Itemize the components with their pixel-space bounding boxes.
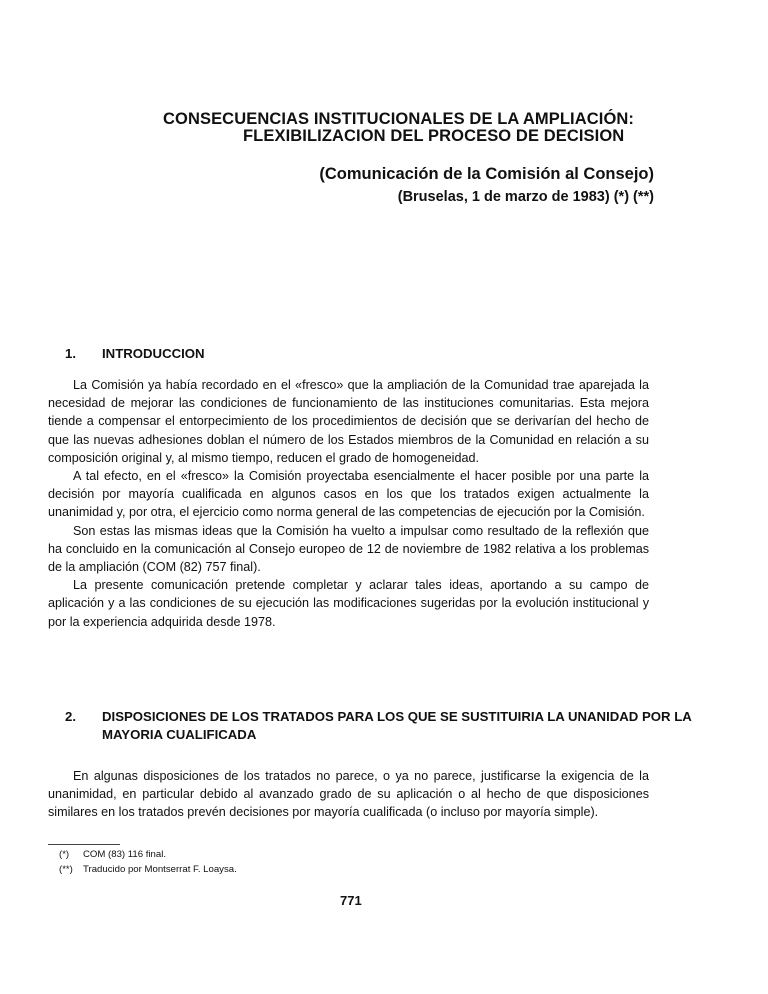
- section-1-title: INTRODUCCION: [102, 346, 205, 361]
- section-2-number: 2.: [65, 709, 76, 724]
- footnote-text: Traducido por Montserrat F. Loaysa.: [83, 863, 237, 875]
- title-line-2: FLEXIBILIZACION DEL PROCESO DE DECISION: [243, 127, 625, 145]
- section-2-title: DISPOSICIONES DE LOS TRATADOS PARA LOS QUE SE SUSTITUIRIA LA UNANIDAD POR LA MAYORIA CUALIFICADA: [102, 709, 692, 742]
- footnote-mark: (**): [59, 863, 73, 875]
- page-number: 771: [340, 893, 362, 908]
- subtitle-line-2: (Bruselas, 1 de marzo de 1983) (*) (**): [397, 189, 654, 205]
- footnote-mark: (*): [59, 849, 70, 860]
- footnotes: [59, 848, 237, 877]
- section-1-paragraph: La Comisión ya había recordado en el «fresco» que la ampliación de la Comunidad trae aparejada la necesidad de mejorar las condiciones de funcionamiento de las instituciones comunitarias. Esta mejora tiende a compensar el entorpecimiento de los procedimientos de decisión que se derivarían del hecho de que las nuevas adhesiones doblan el número de los Estados miembros de la Comunidad en relación a su composición original y, al mismo tiempo, reducen el grado de homogeneidad.: [48, 378, 649, 465]
- section-1-number: 1.: [65, 346, 76, 361]
- section-2-heading: [65, 708, 715, 744]
- section-1-paragraph: Son estas las mismas ideas que la Comisión ha vuelto a impulsar como resultado de la reflexión que ha concluido en la comunicación al Consejo europeo de 12 de noviembre de 1982 relativa a los problemas de la ampliación (COM (82) 757 final).: [48, 523, 649, 575]
- section-1-paragraph: A tal efecto, en el «fresco» la Comisión proyectaba esencialmente el hacer posible por una parte la decisión por mayoría cualificada en algunos casos en los que los tratados exigen actualmente la unanimidad y, por otra, el ejercicio como norma general de las competencias de ejecución por la Comisión.: [48, 469, 649, 520]
- footnote-divider: [48, 844, 120, 845]
- footnote: [59, 863, 237, 878]
- footnote: [59, 848, 237, 863]
- section-1-paragraph: La presente comunicación pretende completar y aclarar tales ideas, aportando a su campo de aplicación y a las condiciones de su ejecución las modificaciones sugeridas por la evolución institucional y por la experiencia adquirida desde 1978.: [48, 578, 649, 629]
- section-2-body: [48, 767, 649, 822]
- footnote-text: COM (83) 116 final.: [83, 849, 166, 860]
- subtitle-line-1: (Comunicación de la Comisión al Consejo): [319, 165, 654, 183]
- section-2-paragraph: En algunas disposiciones de los tratados no parece, o ya no parece, justificarse la exigencia de la unanimidad, en particular debido al avanzado grado de su aplicación o al hecho de que disposiciones similares en los tratados prevén decisiones por mayoría cualificada (o incluso por mayoría simple).: [48, 769, 649, 820]
- section-1-body: [48, 376, 649, 631]
- title-line-1: CONSECUENCIAS INSTITUCIONALES DE LA AMPLIACIÓN:: [163, 110, 634, 128]
- section-1-heading: [65, 345, 715, 363]
